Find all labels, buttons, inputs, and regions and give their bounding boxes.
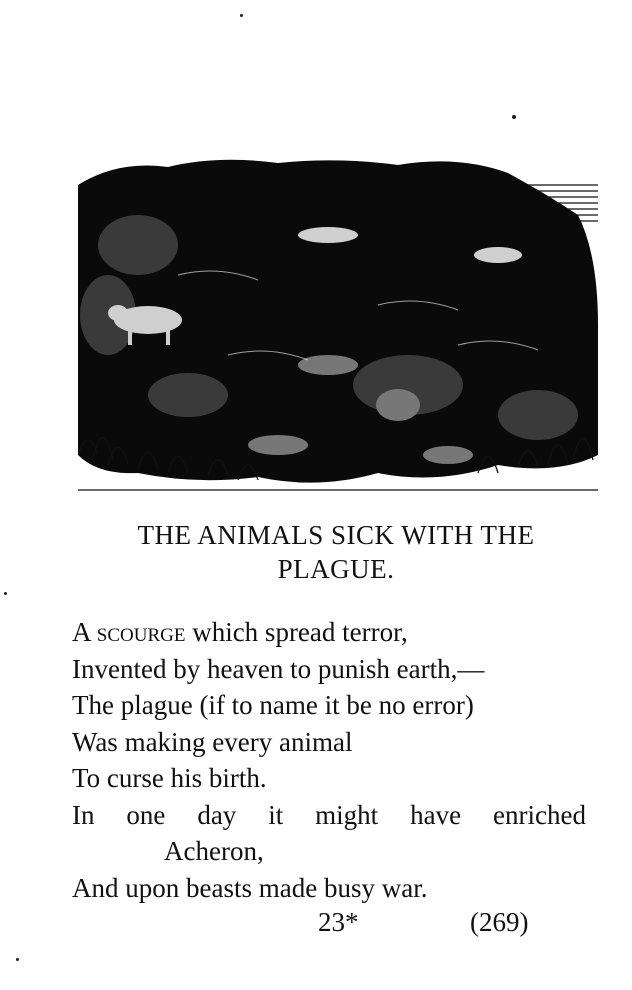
engraving-icon (78, 155, 598, 495)
poem-text (72, 614, 602, 906)
poem-line-4: Was making every animal (72, 726, 353, 757)
story-title (60, 518, 612, 586)
poem-line-1-rest: which spread terror, (185, 617, 408, 647)
ink-speck (512, 115, 516, 119)
poem-line-8: And upon beasts made busy war. (72, 872, 428, 903)
ink-speck (240, 14, 243, 17)
poem-line-7: Acheron, (164, 836, 264, 866)
ink-speck (4, 592, 7, 595)
small-caps-word: A scourge (72, 617, 186, 647)
poem-word: have (410, 799, 462, 830)
poem-line-5: To curse his birth. (72, 763, 267, 793)
ink-speck (16, 958, 19, 961)
plague-engraving-illustration (78, 155, 598, 495)
poem-line-6 (72, 797, 586, 834)
poem-word: day (197, 799, 237, 830)
page-number: (269) (470, 907, 529, 937)
poem-line-1 (72, 614, 602, 651)
poem-line-3: The plague (if to name it be no error) (72, 690, 474, 720)
poem-word: might (315, 799, 379, 830)
signature-mark: 23* (318, 907, 359, 937)
poem-word: one (126, 799, 166, 830)
title-line-1: THE ANIMALS SICK WITH THE (137, 520, 535, 550)
poem-line-2: Invented by heaven to punish earth,— (72, 653, 485, 684)
poem-word: it (268, 799, 284, 830)
title-line-2: PLAGUE. (277, 554, 395, 584)
poem-word: enriched (493, 799, 586, 830)
poem-word: In (72, 799, 95, 830)
